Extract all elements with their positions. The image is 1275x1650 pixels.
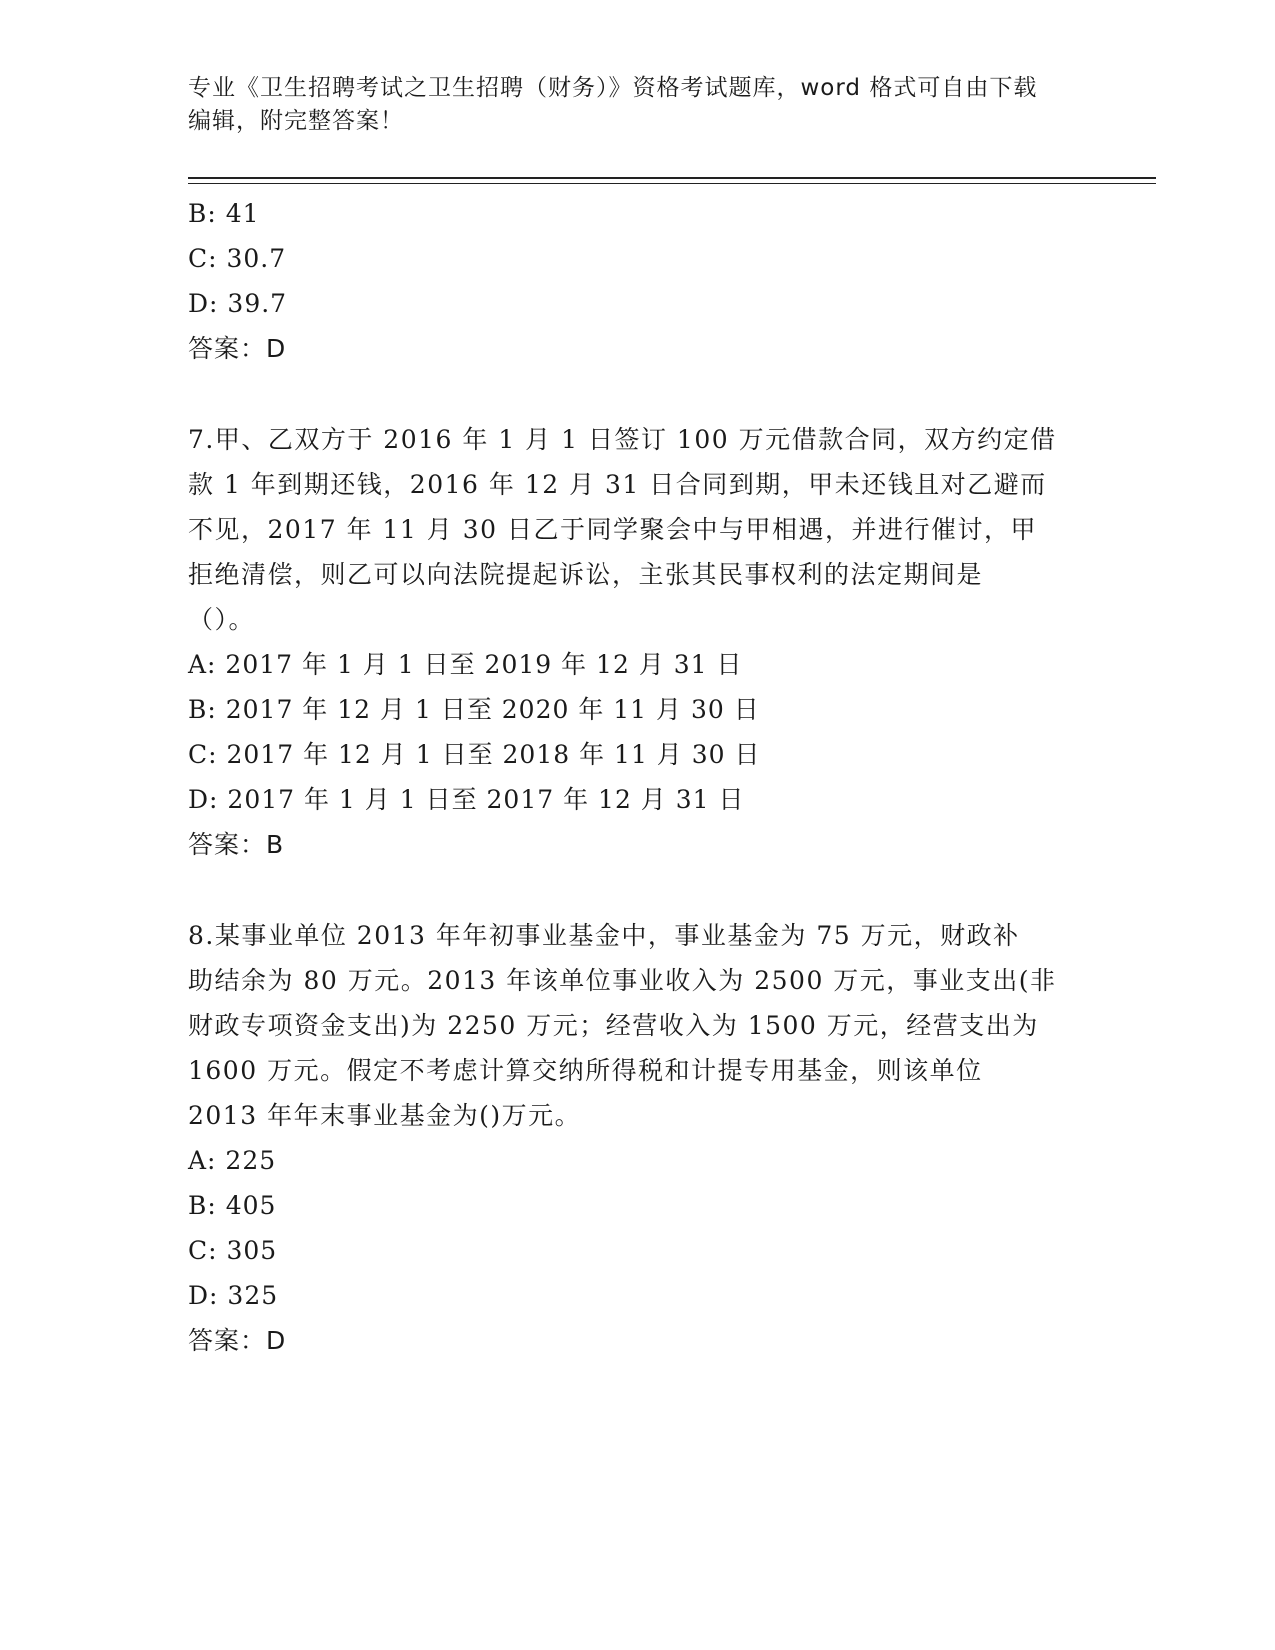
option-b: B: 405 — [188, 1191, 277, 1220]
option-a: A: 2017 年 1 月 1 日至 2019 年 12 月 31 日 — [188, 650, 743, 679]
header-line-1: 专业《卫生招聘考试之卫生招聘（财务）》资格考试题库，word 格式可自由下载 — [188, 75, 1038, 101]
previous-question-block — [188, 191, 1088, 371]
answer-line: 答案：B — [188, 830, 285, 859]
page-content — [188, 191, 1088, 1363]
question-line: 7.甲、乙双方于 2016 年 1 月 1 日签订 100 万元借款合同，双方约定借 — [188, 425, 1057, 454]
spacer — [188, 867, 1088, 913]
answer-line: 答案：D — [188, 1326, 287, 1355]
question-line: （）。 — [188, 605, 256, 634]
question-7-block — [188, 417, 1088, 867]
question-line: 8.某事业单位 2013 年年初事业基金中，事业基金为 75 万元，财政补 — [188, 921, 1020, 950]
question-7-text — [188, 417, 1068, 642]
spacer — [188, 371, 1088, 417]
header-divider-thick — [188, 177, 1156, 179]
question-line: 拒绝清偿，则乙可以向法院提起诉讼，主张其民事权利的法定期间是 — [188, 560, 984, 589]
option-b: B: 2017 年 12 月 1 日至 2020 年 11 月 30 日 — [188, 695, 760, 724]
question-line: 财政专项资金支出)为 2250 万元；经营收入为 1500 万元，经营支出为 — [188, 1011, 1039, 1040]
page-header — [188, 72, 1088, 138]
option-d: D: 325 — [188, 1281, 279, 1310]
option-c: C: 2017 年 12 月 1 日至 2018 年 11 月 30 日 — [188, 740, 761, 769]
option-c: C: 305 — [188, 1236, 278, 1265]
question-line: 1600 万元。假定不考虑计算交纳所得税和计提专用基金，则该单位 — [188, 1056, 983, 1085]
option-b: B: 41 — [188, 199, 260, 228]
question-line: 2013 年年末事业基金为()万元。 — [188, 1101, 582, 1130]
option-a: A: 225 — [188, 1146, 277, 1175]
header-line-2: 编辑，附完整答案！ — [188, 108, 404, 134]
option-c: C: 30.7 — [188, 244, 287, 273]
question-line: 款 1 年到期还钱，2016 年 12 月 31 日合同到期，甲未还钱且对乙避而 — [188, 470, 1047, 499]
option-d: D: 39.7 — [188, 289, 288, 318]
answer-line: 答案：D — [188, 334, 287, 363]
question-8-block — [188, 913, 1088, 1363]
question-line: 不见，2017 年 11 月 30 日乙于同学聚会中与甲相遇，并进行催讨，甲 — [188, 515, 1037, 544]
question-line: 助结余为 80 万元。2013 年该单位事业收入为 2500 万元，事业支出(非 — [188, 966, 1057, 995]
option-d: D: 2017 年 1 月 1 日至 2017 年 12 月 31 日 — [188, 785, 745, 814]
question-8-text — [188, 913, 1068, 1138]
header-divider-thin — [188, 183, 1156, 184]
